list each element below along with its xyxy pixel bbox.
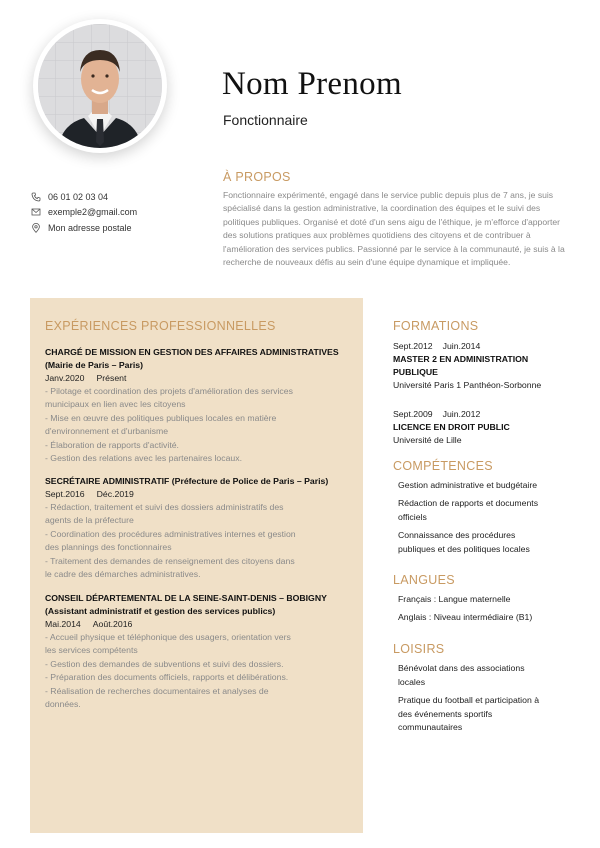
education-item bbox=[393, 408, 573, 447]
start-date: Sept.2016 bbox=[45, 489, 85, 499]
profile-photo bbox=[38, 24, 162, 148]
hobby-text: locales bbox=[398, 676, 426, 687]
contact-phone bbox=[31, 189, 137, 204]
contact-email bbox=[31, 205, 137, 220]
end-date: Déc.2019 bbox=[96, 489, 134, 499]
hobby-text: des événements sportifs bbox=[398, 708, 493, 719]
education-school: Université Paris 1 Panthéon-Sorbonne bbox=[393, 380, 542, 390]
description-line: les services compétents bbox=[45, 645, 138, 656]
education-dates bbox=[393, 408, 573, 421]
end-date: Présent bbox=[96, 373, 127, 383]
location-pin-icon bbox=[31, 223, 41, 233]
skill-text: Gestion administrative et budgétaire bbox=[398, 480, 538, 490]
description-line: - Mise en œuvre des politiques publiques locales en matière bbox=[45, 412, 277, 423]
languages-heading: LANGUES bbox=[393, 573, 455, 587]
end-date: Juin.2012 bbox=[442, 409, 481, 419]
description-line: - Pilotage et coordination des projets d'amélioration des services bbox=[45, 386, 293, 396]
hobby-item bbox=[398, 694, 578, 735]
about-text: Fonctionnaire expérimenté, engagé dans le service public depuis plus de 7 ans, je suis spécialisé dans la gestion administrative, la coordination des équipes et le suivi des politiques publiques. Organisé et doté d'un sens aigu de l'éthique, je m'efforce d'apporter des solutions pratiques aux problèmes quotidiens des citoyens et de contribuer à l'amélioration des services publics. Passionné par le service à la communauté, je suis à la recherche de nouveaux défis au sein d'une équipe dynamique et impliquée. bbox=[223, 190, 565, 268]
contact-phone-text: 06 01 02 03 04 bbox=[48, 191, 109, 202]
description-line: - Réalisation de recherches documentaires et analyses de bbox=[45, 685, 269, 696]
hobby-item bbox=[398, 662, 578, 689]
experience-dates bbox=[45, 372, 345, 385]
description-line: - Préparation des documents officiels, rapports et délibérations. bbox=[45, 672, 289, 683]
experience-description bbox=[45, 501, 345, 581]
skill-text: publiques et des politiques locales bbox=[398, 543, 530, 554]
experience-dates bbox=[45, 488, 345, 501]
start-date: Sept.2009 bbox=[393, 409, 433, 419]
description-line: d'environnement et d'urbanisme bbox=[45, 426, 169, 437]
skill-text: officiels bbox=[398, 511, 427, 522]
end-date: Juin.2014 bbox=[442, 341, 481, 351]
description-line: le cadre des démarches administratives. bbox=[45, 569, 201, 580]
end-date: Août.2016 bbox=[92, 619, 133, 629]
start-date: Janv.2020 bbox=[45, 373, 85, 383]
education-school: Université de Lille bbox=[393, 435, 462, 445]
experience-title: SECRÉTAIRE ADMINISTRATIF (Préfecture de Police de Paris – Paris) bbox=[45, 476, 329, 486]
skill-item bbox=[398, 529, 578, 556]
experience-heading: EXPÉRIENCES PROFESSIONNELLES bbox=[45, 319, 276, 333]
language-item: Anglais : Niveau intermédiaire (B1) bbox=[398, 612, 533, 622]
contact-address-text: Mon adresse postale bbox=[48, 222, 132, 233]
description-line: données. bbox=[45, 699, 81, 710]
education-degree: LICENCE EN DROIT PUBLIC bbox=[393, 422, 510, 432]
experience-item bbox=[45, 346, 345, 465]
description-line: - Gestion des demandes de subventions et suivi des dossiers. bbox=[45, 658, 284, 669]
skill-item bbox=[398, 479, 578, 493]
description-line: municipaux en lien avec les citoyens bbox=[45, 399, 186, 410]
education-item bbox=[393, 340, 573, 392]
phone-icon bbox=[31, 192, 41, 202]
language-item: Français : Langue maternelle bbox=[398, 594, 511, 604]
hobby-text: Pratique du football et participation à bbox=[398, 695, 540, 705]
experience-item bbox=[45, 475, 345, 581]
education-degree-line2: PUBLIQUE bbox=[393, 367, 438, 377]
skills-heading: COMPÉTENCES bbox=[393, 459, 493, 473]
experience-title-line2: (Assistant administratif et gestion des services publics) bbox=[45, 606, 276, 616]
experience-title-line2: (Mairie de Paris – Paris) bbox=[45, 360, 144, 370]
education-heading: FORMATIONS bbox=[393, 319, 479, 333]
description-line: - Coordination des procédures administratives internes et gestion bbox=[45, 528, 296, 539]
job-title: Fonctionnaire bbox=[223, 112, 308, 128]
start-date: Sept.2012 bbox=[393, 341, 433, 351]
person-name: Nom Prenom bbox=[222, 66, 402, 102]
experience-title: CONSEIL DÉPARTEMENTAL DE LA SEINE-SAINT-DENIS – BOBIGNY bbox=[45, 593, 327, 603]
email-icon bbox=[31, 207, 41, 217]
experience-item bbox=[45, 592, 345, 711]
education-dates bbox=[393, 340, 573, 353]
about-heading: À PROPOS bbox=[223, 170, 291, 184]
education-degree: MASTER 2 EN ADMINISTRATION bbox=[393, 354, 529, 364]
contact-email-text: exemple2@gmail.com bbox=[48, 207, 138, 217]
description-line: - Rédaction, traitement et suivi des dossiers administratifs des bbox=[45, 502, 284, 512]
contact-address bbox=[31, 220, 137, 235]
skill-text: Connaissance des procédures bbox=[398, 530, 516, 540]
experience-description bbox=[45, 631, 345, 711]
experience-description bbox=[45, 385, 345, 465]
description-line: agents de la préfecture bbox=[45, 515, 134, 526]
skill-text: Rédaction de rapports et documents bbox=[398, 498, 539, 508]
description-line: - Traitement des demandes de renseignement des citoyens dans bbox=[45, 555, 295, 566]
start-date: Mai.2014 bbox=[45, 619, 81, 629]
experience-title: CHARGÉ DE MISSION EN GESTION DES AFFAIRES ADMINISTRATIVES bbox=[45, 347, 339, 357]
hobby-text: communautaires bbox=[398, 722, 463, 732]
description-line: - Accueil physique et téléphonique des usagers, orientation vers bbox=[45, 632, 291, 642]
description-line: - Gestion des relations avec les partenaires locaux. bbox=[45, 453, 243, 464]
experience-dates bbox=[45, 618, 345, 631]
skill-item bbox=[398, 497, 578, 524]
hobby-text: Bénévolat dans des associations bbox=[398, 663, 525, 673]
hobbies-heading: LOISIRS bbox=[393, 642, 445, 656]
description-line: des plannings des fonctionnaires bbox=[45, 542, 172, 553]
contact-block bbox=[31, 189, 137, 236]
description-line: - Élaboration de rapports d'activité. bbox=[45, 439, 179, 450]
profile-photo-frame bbox=[33, 19, 167, 153]
